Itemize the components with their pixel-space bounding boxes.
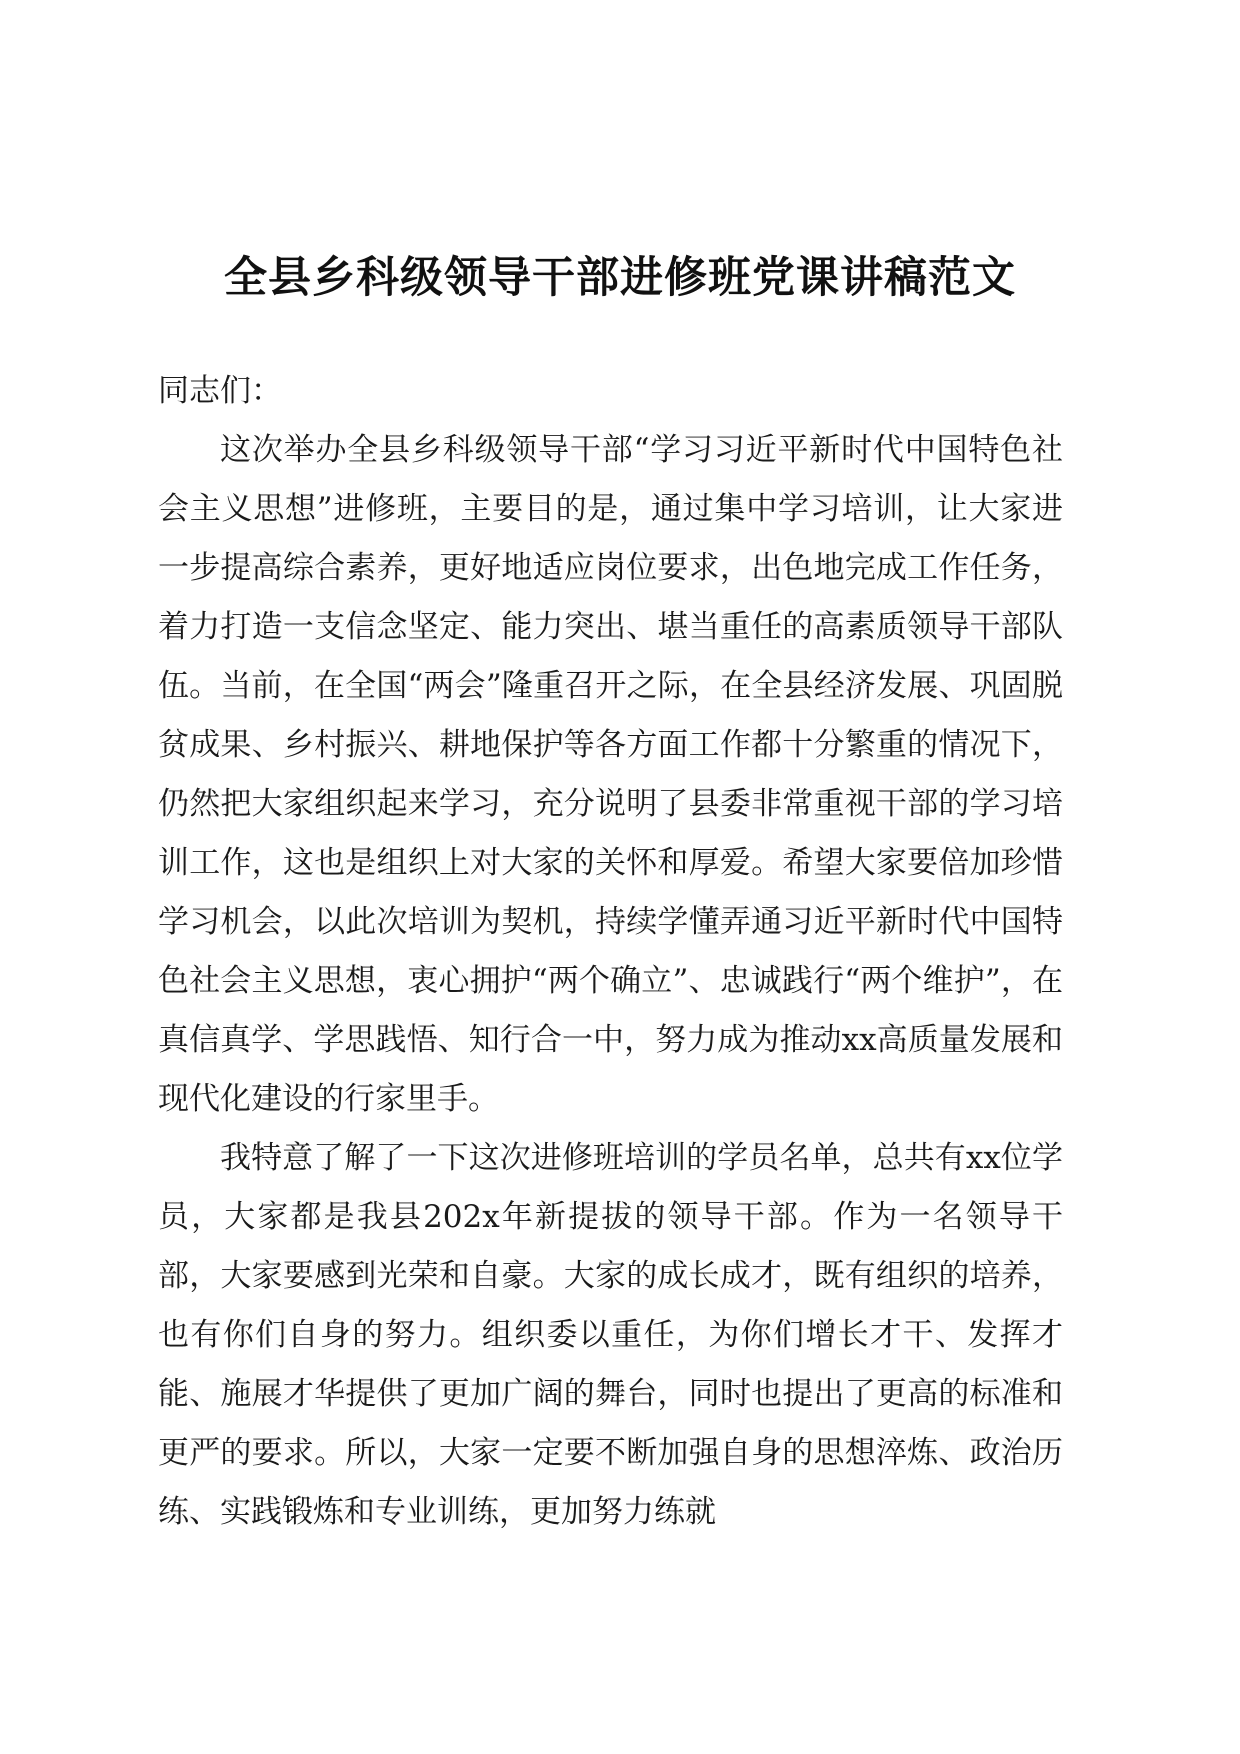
salutation: 同志们： xyxy=(158,373,282,409)
paragraph-1: 这次举办全县乡科级领导干部“学习习近平新时代中国特色社会主义思想”进修班，主要目的是，通过集中学习培训，让大家进一步提高综合素养，更好地适应岗位要求，出色地完成工作任务，着力打造一支信念坚定、能力突出、堪当重任的高素质领导干部队伍。当前，在全国“两会”隆重召开之际，在全县经济发展、巩固脱贫成果、乡村振兴、耕地保护等各方面工作都十分繁重的情况下，仍然把大家组织起来学习，充分说明了县委非常重视干部的学习培训工作，这也是组织上对大家的关怀和厚爱。希望大家要倍加珍惜学习机会，以此次培训为契机，持续学懂弄通习近平新时代中国特色社会主义思想，衷心拥护“两个确立”、忠诚践行“两个维护”，在真信真学、学思践悟、知行合一中，努力成为推动xx高质量发展和现代化建设的行家里手。 xyxy=(158,432,1063,1117)
paragraph-2: 我特意了解了一下这次进修班培训的学员名单，总共有xx位学员，大家都是我县202x年新提拔的领导干部。作为一名领导干部，大家要感到光荣和自豪。大家的成长成才，既有组织的培养，也有你们自身的努力。组织委以重任，为你们增长才干、发挥才能、施展才华提供了更加广阔的舞台，同时也提出了更高的标准和更严的要求。所以，大家一定要不断加强自身的思想淬炼、政治历练、实践锻炼和专业训练，更加努力练就 xyxy=(158,1140,1063,1530)
document-title: 全县乡科级领导干部进修班党课讲稿范文 xyxy=(224,253,1016,303)
document-body xyxy=(158,362,1063,1542)
